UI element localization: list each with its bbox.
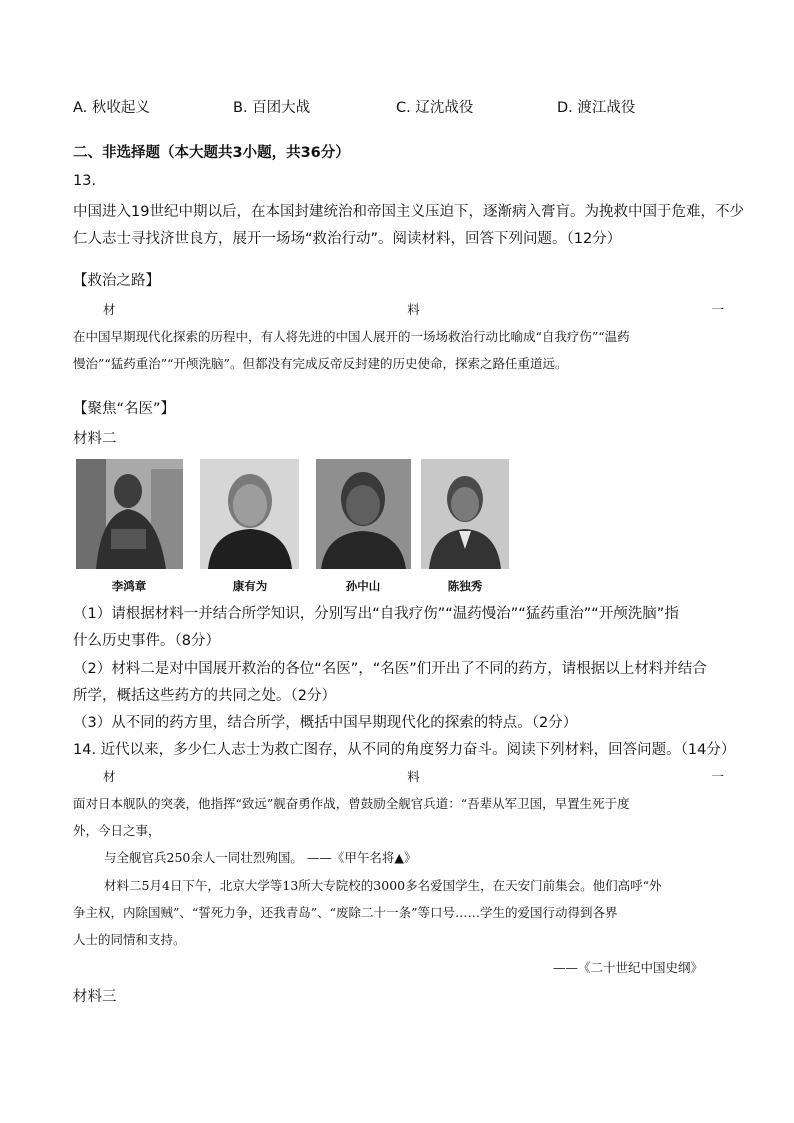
q14-material2-line1: 材料二5月4日下午，北京大学等13所大专院校的3000多名爱国学生，在天安门前集会。他们高呼“外 — [104, 878, 662, 893]
q14-material1-label — [72, 767, 724, 785]
q13-number: 13. — [73, 173, 97, 189]
q13-sub1-line1: （1）请根据材料一并结合所学知识，分别写出“自我疗伤”“温药慢治”“猛药重治”“开颅洗脑”指 — [73, 606, 679, 622]
q13-material1-line2: 慢治”“猛药重治”“开颅洗脑”。但都没有完成反帝反封建的历史使命，探索之路任重道远。 — [73, 356, 568, 371]
q14-material2-line2: 争主权，内除国贼”、“誓死力争，还我青岛”、“废除二十一条”等口号……学生的爱国行动得到各界 — [73, 905, 618, 920]
q13-tag-famous-doctors: 【聚焦“名医”】 — [73, 401, 176, 417]
portrait-li-hongzhang — [76, 459, 183, 569]
label-char: 材 — [103, 302, 116, 317]
portrait-caption: 康有为 — [232, 579, 268, 593]
label-char: 料 — [407, 302, 420, 317]
option-a: A. 秋收起义 — [73, 100, 150, 116]
q14-material1-line3: 与全舰官兵250余人一同壮烈殉国。 ——《甲午名将▲》 — [104, 850, 417, 865]
portrait-caption: 陈独秀 — [447, 579, 483, 593]
label-char: 材 — [103, 769, 116, 784]
q13-material1-line1: 在中国早期现代化探索的历程中，有人将先进的中国人展开的一场场救治行动比喻成“自我疗伤”“温药 — [73, 329, 630, 344]
option-b: B. 百团大战 — [233, 100, 311, 116]
q13-sub2-line2: 所学，概括这些药方的共同之处。（2分） — [73, 688, 336, 704]
portrait-caption: 李鸿章 — [111, 579, 147, 593]
q14-material2-line3: 人士的同情和支持。 — [73, 932, 186, 947]
q14-material1-line1: 面对日本舰队的突袭，他指挥“致远”舰奋勇作战，曾鼓励全舰官兵道：“吾辈从军卫国，早置生死于度 — [73, 796, 630, 811]
q13-sub2-line1: （2）材料二是对中国展开救治的各位“名医”，“名医”们开出了不同的药方，请根据以上材料并结合 — [73, 661, 707, 677]
label-char: 一 — [711, 302, 724, 317]
portrait-caption: 孙中山 — [345, 579, 381, 593]
q13-tag-road: 【救治之路】 — [73, 273, 160, 289]
portrait-chen-duxiu — [421, 459, 509, 569]
q13-sub3-line1: （3）从不同的药方里，结合所学，概括中国早期现代化的探索的特点。（2分） — [73, 715, 578, 731]
section-heading: 二、非选择题（本大题共3小题，共36分） — [73, 145, 350, 161]
option-c: C. 辽沈战役 — [396, 100, 474, 116]
label-char: 料 — [407, 769, 420, 784]
q14-material2-source: ——《二十世纪中国史纲》 — [553, 960, 704, 975]
portrait-sun-yatsen — [316, 459, 411, 569]
label-char: 一 — [711, 769, 724, 784]
q14-material1-line2: 外，今日之事， — [73, 823, 161, 838]
q14-intro: 14. 近代以来，多少仁人志士为救亡图存，从不同的角度努力奋斗。阅读下列材料，回答问题。（14分） — [73, 742, 736, 758]
portrait-kang-youwei — [200, 459, 299, 569]
q13-intro-line1: 中国进入19世纪中期以后，在本国封建统治和帝国主义压迫下，逐渐病入膏肓。为挽救中国于危难，不少 — [73, 204, 744, 220]
q13-sub1-line2: 什么历史事件。（8分） — [73, 633, 220, 649]
q14-material3-label: 材料三 — [73, 989, 117, 1005]
q13-material1-label — [72, 300, 724, 318]
option-d: D. 渡江战役 — [557, 100, 636, 116]
q13-material2-label: 材料二 — [73, 431, 117, 447]
q13-intro-line2: 仁人志士寻找济世良方，展开一场场“救治行动”。阅读材料，回答下列问题。（12分） — [73, 231, 622, 247]
